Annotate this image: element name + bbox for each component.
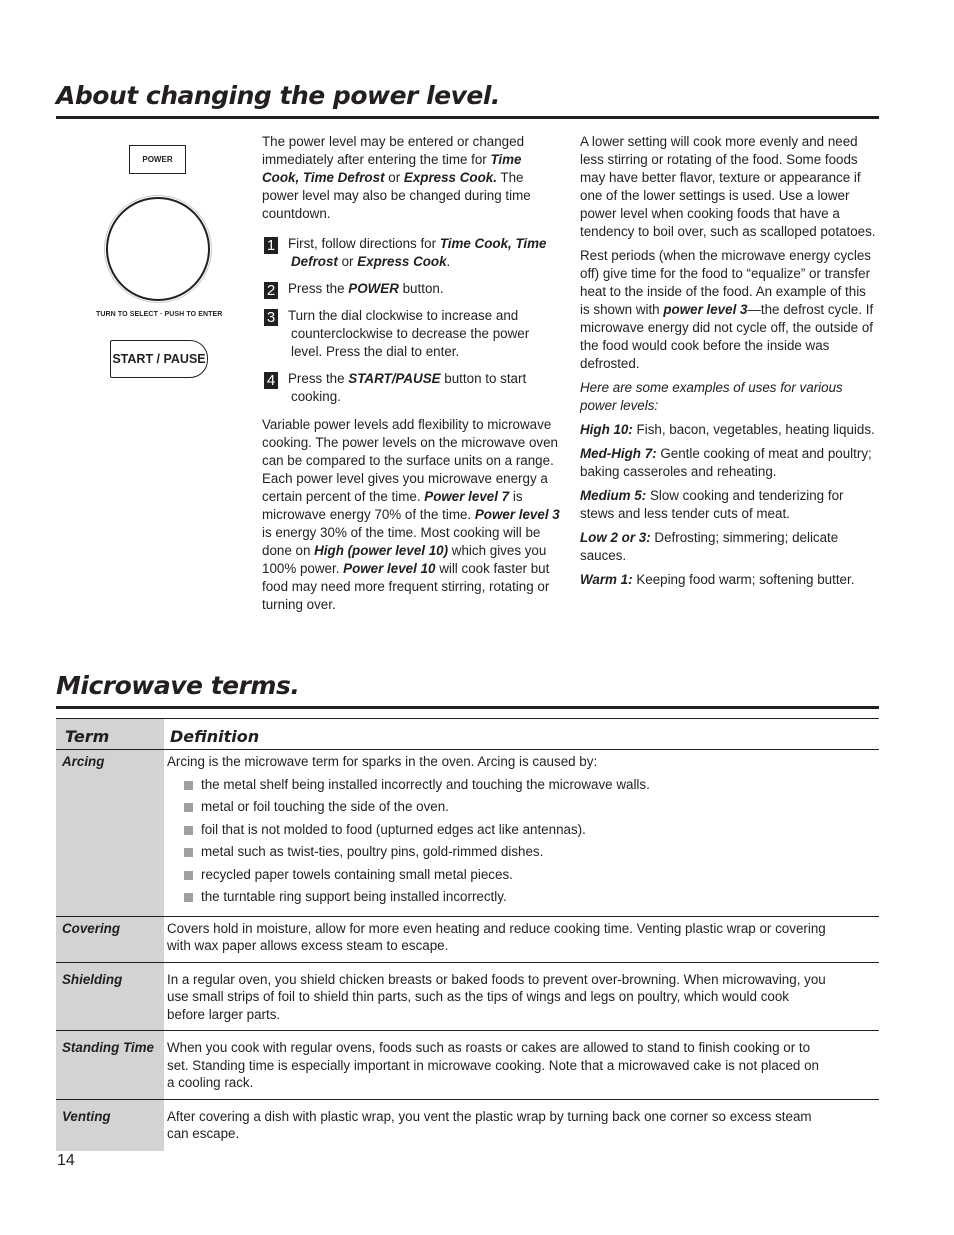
lower-setting-paragraph: A lower setting will cook more evenly and need less stirring or rotating of the food. Some foods may have better flavor, texture or appearance if one of the lower settings is used. Use a lower power level when cooking foods that have a tendency to boil over, such as scalloped potatoes. [580,134,876,239]
term-column-header: Term [56,719,164,750]
step-3: 3 Turn the dial clockwise to increase and counterclockwise to decrease the power level. Press the dial to enter. [262,307,562,361]
list-item: metal such as twist-ties, poultry pins, gold-rimmed dishes. [167,841,829,864]
intro-paragraph: The power level may be entered or changed immediately after entering the time for Time Cook, Time Defrost or Express Cook. The power level may also be changed during time countdown. [262,134,531,221]
table-row [56,916,879,962]
table-row [56,962,879,1031]
start-pause-button-illustration: START / PAUSE [110,340,208,378]
arcing-causes-list [167,774,829,909]
dial-caption: TURN TO SELECT · PUSH TO ENTER [96,311,223,318]
table-row [56,1031,879,1100]
list-item: metal or foil touching the side of the oven. [167,796,829,819]
terms-table [56,718,879,1151]
list-item: recycled paper towels containing small metal pieces. [167,864,829,887]
list-item: the metal shelf being installed incorrectly and touching the microwave walls. [167,774,829,797]
definition-cell: Arcing is the microwave term for sparks in the oven. Arcing is caused by: the metal shelf being installed incorrectly and touching the microwave walls. metal or foil touching the side of the oven. foil that is not molded to food (upturned edges act like antennas). metal such as twist-ties, poultry pins, gold-rimmed dishes. recycled paper towels containing small metal pieces. the turntable ring support being installed incorrectly. [164,750,879,917]
variable-power-paragraph: Variable power levels add flexibility to microwave cooking. The power levels on the microwave oven can be compared to the surface units on a range. Each power level gives you microwave energy a certain percent of the time. Power level 7 is microwave energy 70% of the time. Power level 3 is energy 30% of the time. Most cooking will be done on High (power level 10) which gives you 100% power. Power level 10 will cook faster but food may need more frequent stirring, rotating or turning over. [262,417,560,612]
rest-periods-paragraph: Rest periods (when the microwave energy cycles off) give time for the food to “equalize” or transfer heat to the inside of the food. An example of this is shown with power level 3—the defrost cycle. If microwave energy did not cycle off, the outside of the food would cook before the inside was defrosted. [580,248,874,371]
example-med-high: Med-High 7: Gentle cooking of meat and poultry; baking casseroles and reheating. [580,446,872,479]
term-cell: Shielding [56,962,164,1031]
table-row [56,750,879,917]
table-row [56,1099,879,1151]
definition-column-header: Definition [164,719,879,750]
examples-intro: Here are some examples of uses for various power levels: [580,380,843,413]
definition-cell: Covers hold in moisture, allow for more even heating and reduce cooking time. Venting plastic wrap or covering with wax paper allows excess steam to escape. [164,916,879,962]
step-number: 1 [264,237,278,254]
example-medium: Medium 5: Slow cooking and tenderizing for stews and less tender cuts of meat. [580,488,844,521]
example-warm: Warm 1: Keeping food warm; softening butter. [580,572,855,587]
column-left [262,133,562,620]
term-cell: Venting [56,1099,164,1151]
term-cell: Standing Time [56,1031,164,1100]
dial-illustration [106,197,210,301]
definition-cell: When you cook with regular ovens, foods such as roasts or cakes are allowed to stand to finish cooking or to set. Standing time is especially important in microwave cooking. Note that a microwaved cake is not placed on a cooling rack. [164,1031,879,1100]
definition-cell: In a regular oven, you shield chicken breasts or baked foods to prevent over-browning. When microwaving, you use small strips of foil to shield thin parts, such as the tips of wings and legs on poultry, which would cook before larger parts. [164,962,879,1031]
step-4: 4 Press the START/PAUSE button to start cooking. [262,370,562,406]
section-title-microwave-terms: Microwave terms. [56,671,300,700]
step-number: 4 [264,372,278,389]
example-low: Low 2 or 3: Defrosting; simmering; delicate sauces. [580,530,839,563]
step-number: 3 [264,309,278,326]
example-high: High 10: Fish, bacon, vegetables, heating liquids. [580,422,875,437]
step-2: 2 Press the POWER button. [262,280,562,298]
definition-cell: After covering a dish with plastic wrap, you vent the plastic wrap by turning back one corner so excess steam can escape. [164,1099,879,1151]
title-rule [56,706,879,709]
term-cell: Covering [56,916,164,962]
list-item: the turntable ring support being installed incorrectly. [167,886,829,909]
title-rule [56,116,879,119]
term-cell: Arcing [56,750,164,917]
column-right [580,133,876,595]
page-number: 14 [57,1152,75,1169]
step-number: 2 [264,282,278,299]
power-button-illustration: POWER [129,145,186,174]
step-1: 1 First, follow directions for Time Cook, Time Defrost or Express Cook. [262,235,562,271]
section-title-power-level: About changing the power level. [56,81,500,110]
list-item: foil that is not molded to food (upturned edges act like antennas). [167,819,829,842]
